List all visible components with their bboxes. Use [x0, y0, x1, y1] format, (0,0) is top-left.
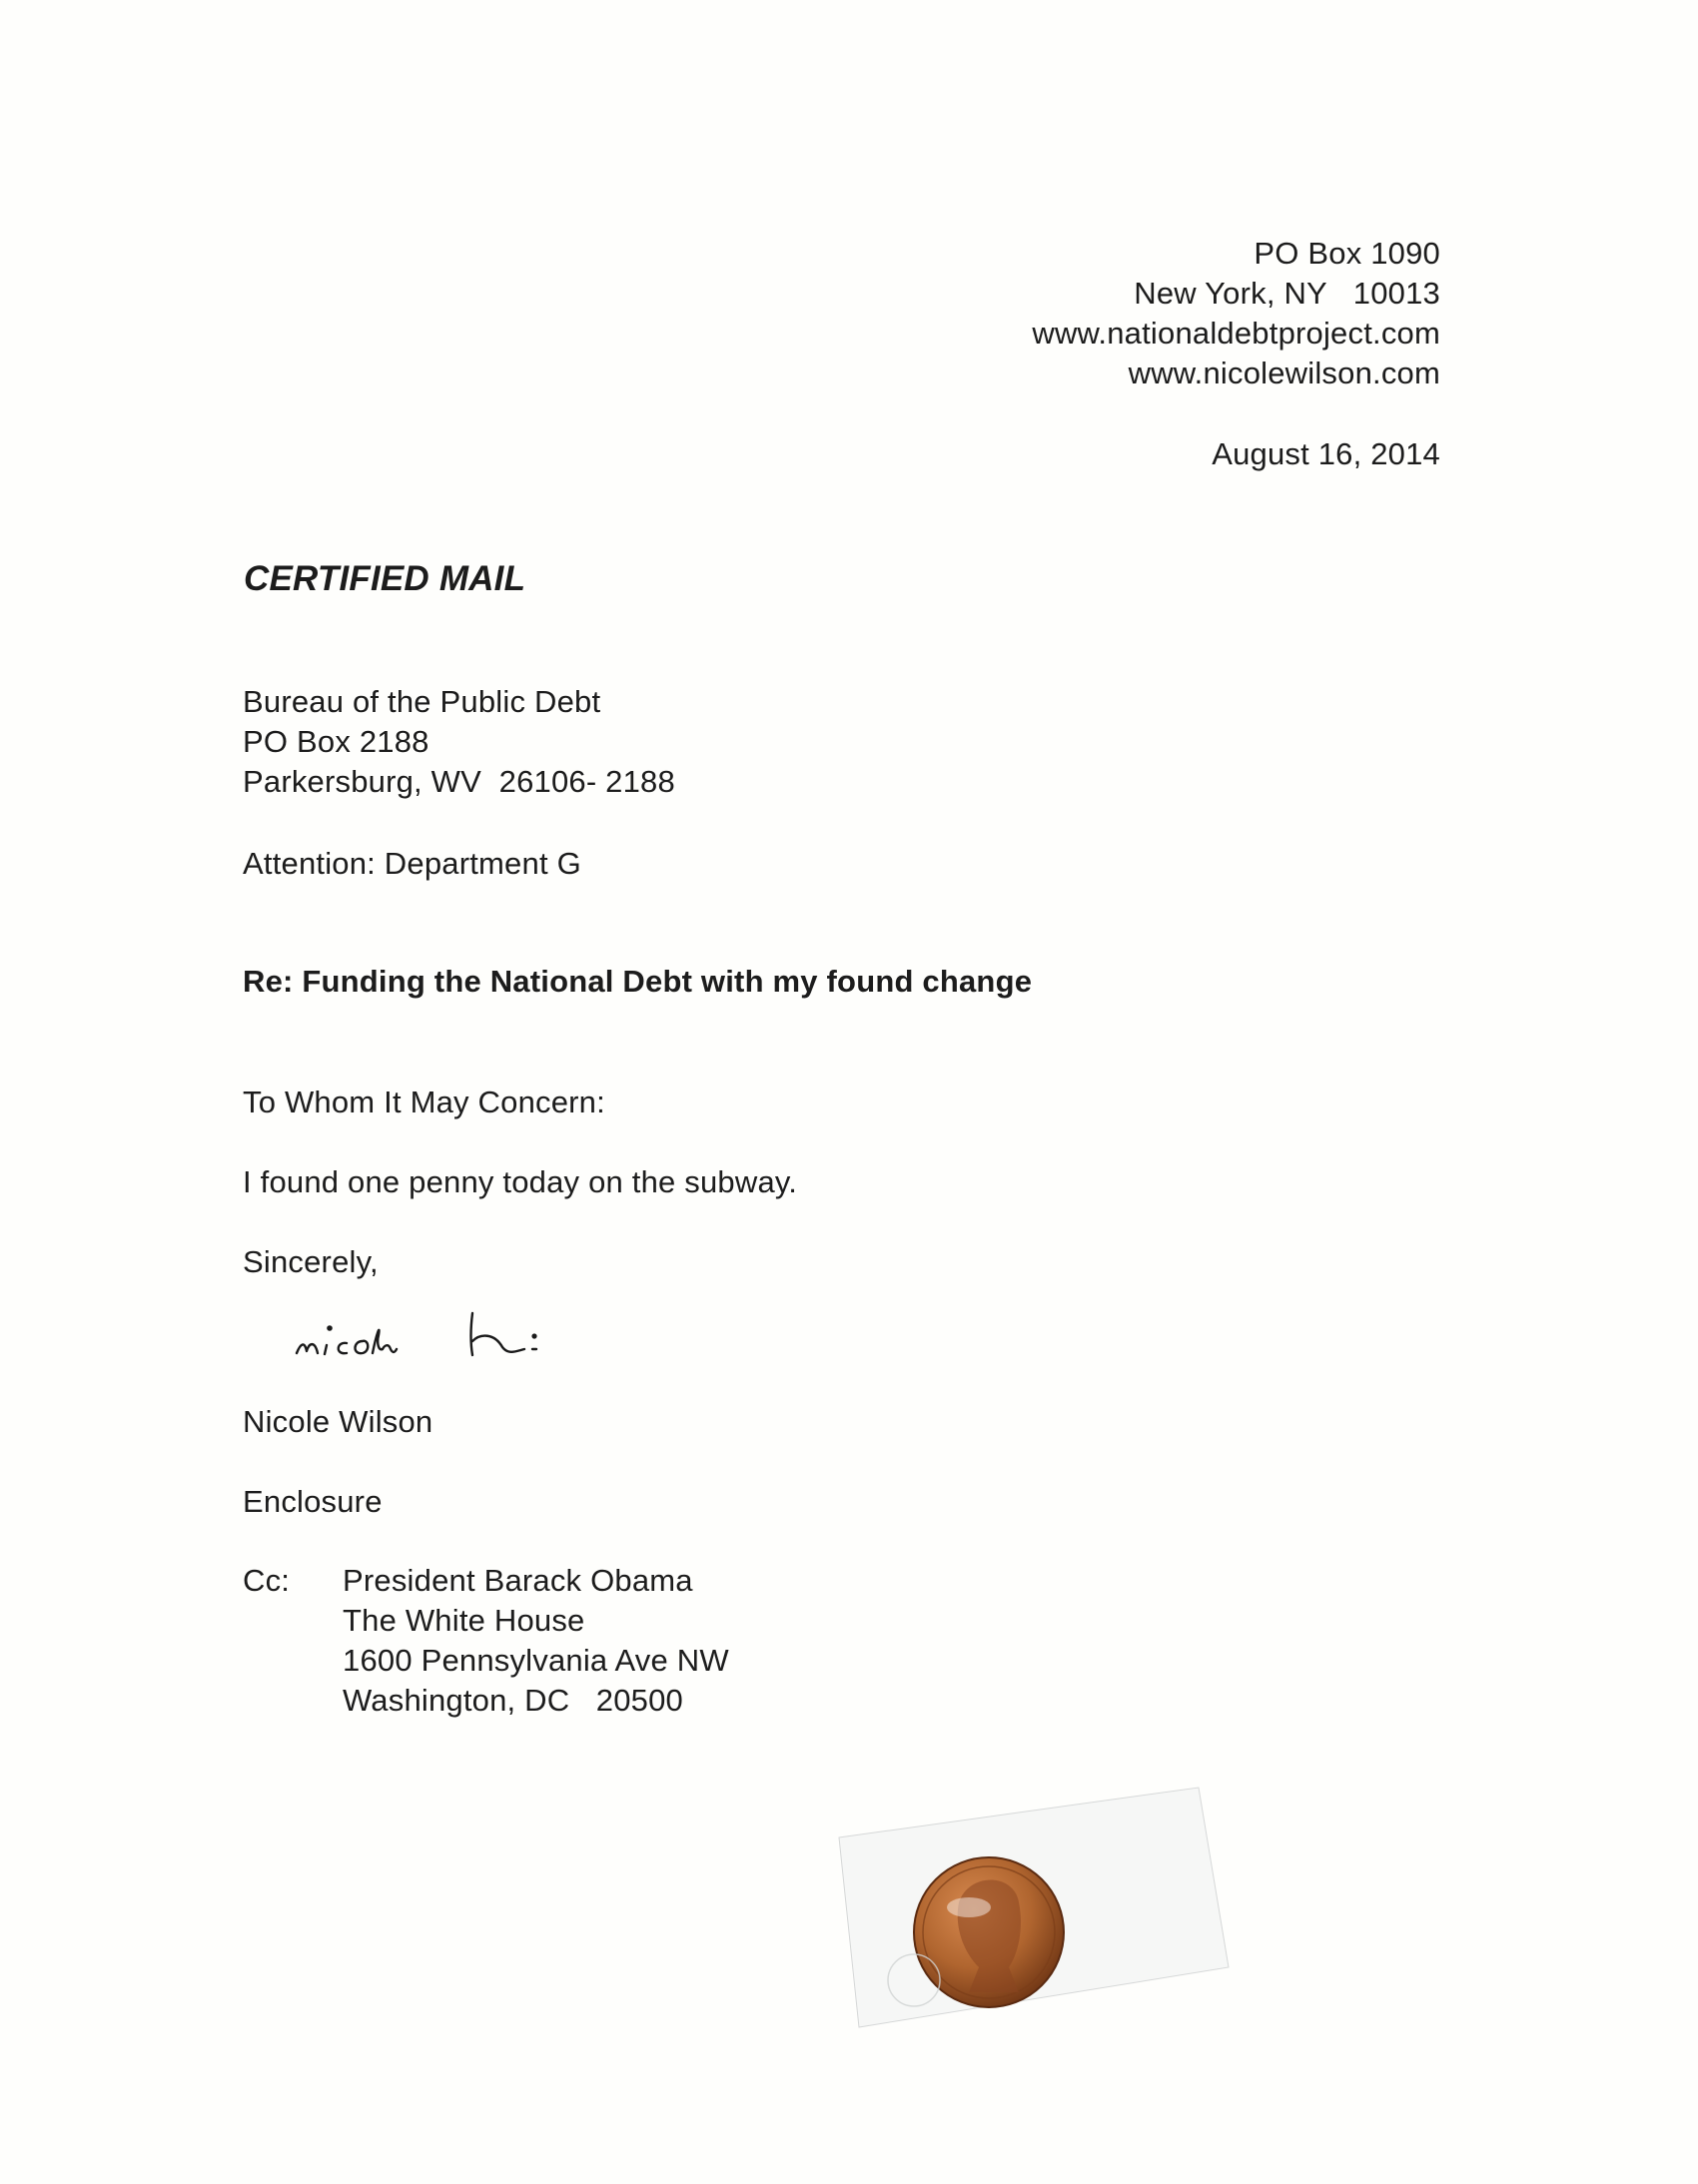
cc-address-line: President Barack Obama [343, 1563, 693, 1598]
sender-address-line: www.nationaldebtproject.com [1032, 316, 1440, 351]
letter-date: August 16, 2014 [1212, 436, 1440, 471]
sender-address-block [641, 234, 1440, 393]
cc-address-line: 1600 Pennsylvania Ave NW [343, 1643, 729, 1678]
cc-address-block [343, 1561, 729, 1721]
letter-body: I found one penny today on the subway. [243, 1164, 798, 1199]
taped-penny-icon [819, 1778, 1239, 2057]
cc-address-line: The White House [343, 1603, 585, 1638]
recipient-address-line: PO Box 2188 [243, 724, 429, 759]
cc-label: Cc: [243, 1563, 291, 1598]
recipient-address-line: Bureau of the Public Debt [243, 684, 601, 719]
cc-address-line: Washington, DC 20500 [343, 1683, 683, 1718]
enclosure-note: Enclosure [243, 1484, 383, 1519]
closing: Sincerely, [243, 1244, 379, 1279]
subject-line: Re: Funding the National Debt with my found change [243, 964, 1033, 999]
salutation: To Whom It May Concern: [243, 1085, 605, 1119]
recipient-address-block [243, 682, 675, 802]
signer-name: Nicole Wilson [243, 1404, 433, 1439]
handwritten-signature-icon [285, 1293, 614, 1388]
sender-address-line: New York, NY 10013 [1134, 276, 1440, 311]
sender-address-line: www.nicolewilson.com [1128, 356, 1440, 390]
sender-address-line: PO Box 1090 [1254, 236, 1440, 271]
recipient-address-line: Parkersburg, WV 26106- 2188 [243, 764, 675, 799]
attention-line: Attention: Department G [243, 846, 581, 881]
certified-mail-heading: CERTIFIED MAIL [244, 559, 526, 598]
